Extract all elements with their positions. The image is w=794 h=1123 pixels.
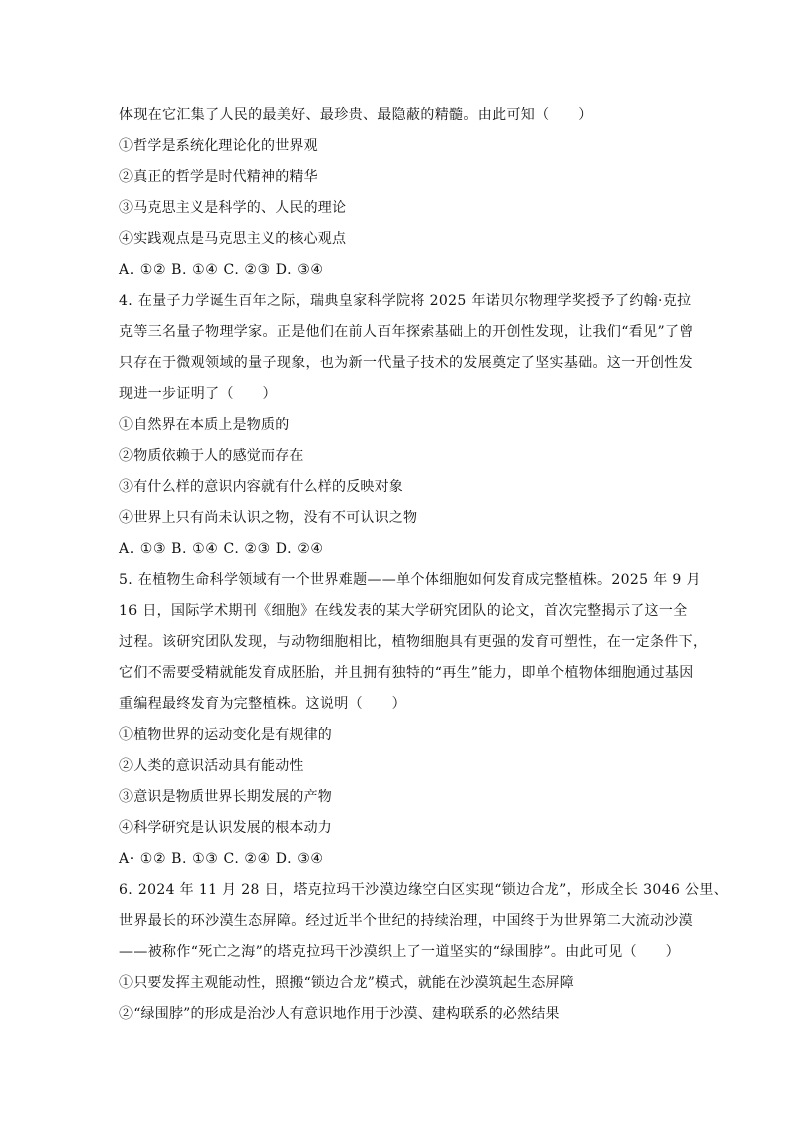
answer-choices: A. ①② B. ①④ C. ②③ D. ③④ [119, 262, 324, 278]
question-stem-line: 16 日，国际学术期刊《细胞》在线发表的某大学研究团队的论文，首次完整揭示了这一全 [119, 603, 688, 619]
option-4: ④实践观点是马克思主义的核心观点 [119, 231, 347, 247]
answer-choices: A. ①③ B. ①④ C. ②③ D. ②④ [119, 541, 324, 557]
option-2: ②物质依赖于人的感觉而存在 [119, 448, 304, 464]
question-stem-line: 4. 在量子力学诞生百年之际，瑞典皇家科学院将 2025 年诺贝尔物理学奖授予了约翰·克拉 [119, 293, 692, 309]
question-stem-line: 世界最长的环沙漠生态屏障。经过近半个世纪的持续治理，中国终于为世界第二大流动沙漠 [119, 913, 693, 929]
page-content [119, 100, 729, 1030]
option-1: ①哲学是系统化理论化的世界观 [119, 138, 318, 154]
option-3: ③意识是物质世界长期发展的产物 [119, 789, 332, 805]
question-stem-line: 过程。该研究团队发现，与动物细胞相比，植物细胞具有更强的发育可塑性，在一定条件下， [119, 634, 708, 650]
question-stem-line: 现进一步证明了（ ） [119, 386, 277, 402]
question-stem-line: 6. 2024 年 11 月 28 日，塔克拉玛干沙漠边缘空白区实现“锁边合龙”，形成全长 3046 公里、 [119, 882, 729, 898]
option-2: ②“绿围脖”的形成是治沙人有意识地作用于沙漠、建构联系的必然结果 [119, 1006, 560, 1022]
question-stem-line: 克等三名量子物理学家。正是他们在前人百年探索基础上的开创性发现，让我们“看见”了曾 [119, 324, 694, 340]
option-2: ②人类的意识活动具有能动性 [119, 758, 304, 774]
answer-choices: A· ①② B. ①③ C. ②④ D. ③④ [119, 851, 324, 867]
option-1: ①植物世界的运动变化是有规律的 [119, 727, 332, 743]
question-stem-line: 5. 在植物生命科学领域有一个世界难题——单个体细胞如何发育成完整植株。2025 年 9 月 [119, 572, 701, 588]
option-3: ③马克思主义是科学的、人民的理论 [119, 200, 347, 216]
option-2: ②真正的哲学是时代精神的精华 [119, 169, 318, 185]
question-4 [119, 286, 694, 565]
question-stem-line: 重编程最终发育为完整植株。这说明（ ） [119, 696, 406, 712]
option-1: ①自然界在本质上是物质的 [119, 417, 290, 433]
option-1: ①只要发挥主观能动性，照搬“锁边合龙”模式，就能在沙漠筑起生态屏障 [119, 975, 574, 991]
question-stem-line: ——被称作“死亡之海”的塔克拉玛干沙漠织上了一道坚实的“绿围脖”。由此可见（ ） [119, 944, 680, 960]
option-4: ④科学研究是认识发展的根本动力 [119, 820, 332, 836]
question-3-fragment [119, 100, 679, 286]
option-3: ③有什么样的意识内容就有什么样的反映对象 [119, 479, 403, 495]
question-6 [119, 875, 729, 1030]
question-5 [119, 565, 708, 875]
question-stem-line: 体现在它汇集了人民的最美好、最珍贵、最隐蔽的精髓。由此可知（ ） [119, 107, 593, 123]
question-stem-line: 只存在于微观领域的量子现象，也为新一代量子技术的发展奠定了坚实基础。这一开创性发 [119, 355, 693, 371]
question-stem-line: 它们不需要受精就能发育成胚胎，并且拥有独特的“再生”能力，即单个植物体细胞通过基因 [119, 665, 694, 681]
option-4: ④世界上只有尚未认识之物，没有不可认识之物 [119, 510, 418, 526]
